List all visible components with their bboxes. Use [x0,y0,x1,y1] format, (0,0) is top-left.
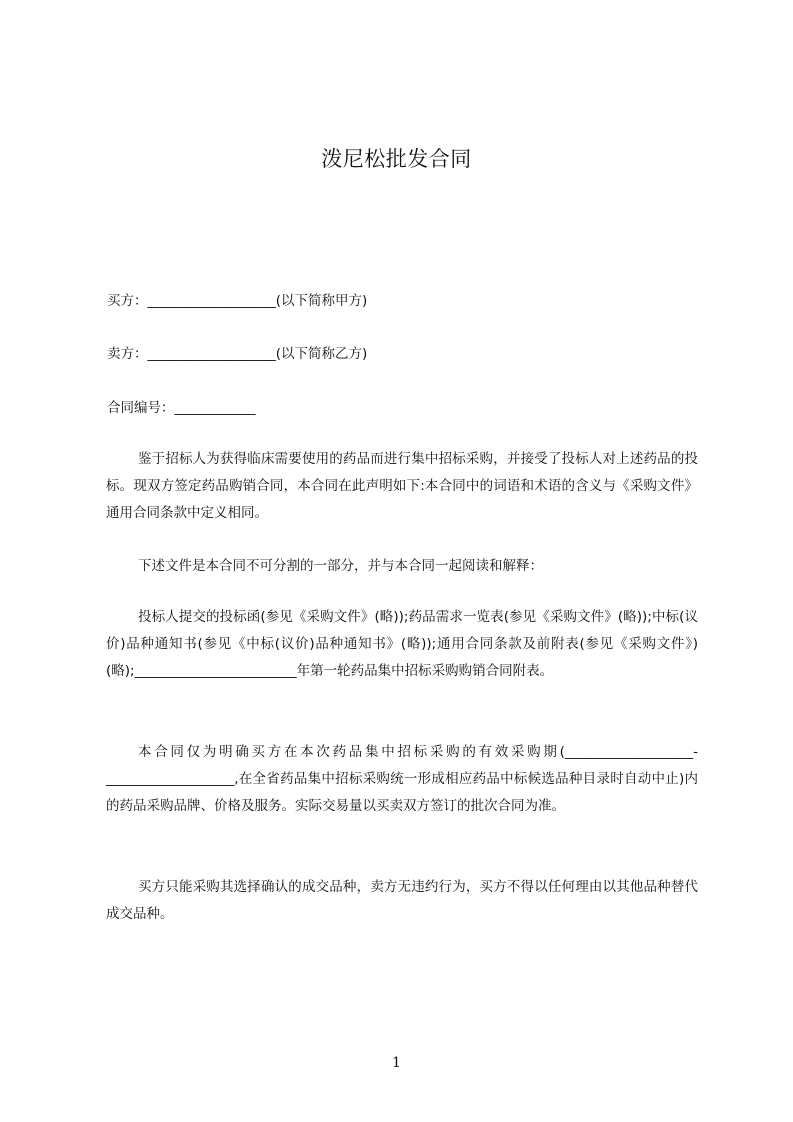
buyer-line: 买方：___________________(以下简称甲方) [107,293,368,309]
paragraph-preamble: 鉴于招标人为获得临床需要使用的药品而进行集中招标采购，并接受了投标人对上述药品的投标。现双方签定药品购销合同，本合同在此声明如下:本合同中的词语和术语的含义与《采购文件》通用合同条款中定义相同。 [106,451,698,521]
paragraph-validity: 本合同仅为明确买方在本次药品集中招标采购的有效采购期(___________________-___________________,在全省药品集中招标采购统一形成相应药品中标候选品种目录时自动中止)内的药品采购品牌、价格及服务。实际交易量以买卖双方签订的批次合同为准。 [106,744,698,814]
page-number: 1 [392,1055,401,1071]
seller-line: 卖方：___________________(以下简称乙方) [107,346,368,362]
paragraph-documents-list: 投标人提交的投标函(参见《采购文件》(略));药品需求一览表(参见《采购文件》(略));中标(议价)品种通知书(参见《中标(议价)品种通知书》(略));通用合同条款及前附表(参见《采购文件》)(略);________________________年第一轮药品集中招标采购购销合同附表。 [106,609,698,679]
contract-number-line: 合同编号：____________ [107,400,256,416]
document-title: 泼尼松批发合同 [321,147,472,171]
paragraph-substitution: 买方只能采购其选择确认的成交品种，卖方无违约行为，买方不得以任何理由以其他品种替代成交品种。 [106,879,698,922]
paragraph-documents-intro: 下述文件是本合同不可分割的一部分，并与本合同一起阅读和解释： [138,558,543,574]
